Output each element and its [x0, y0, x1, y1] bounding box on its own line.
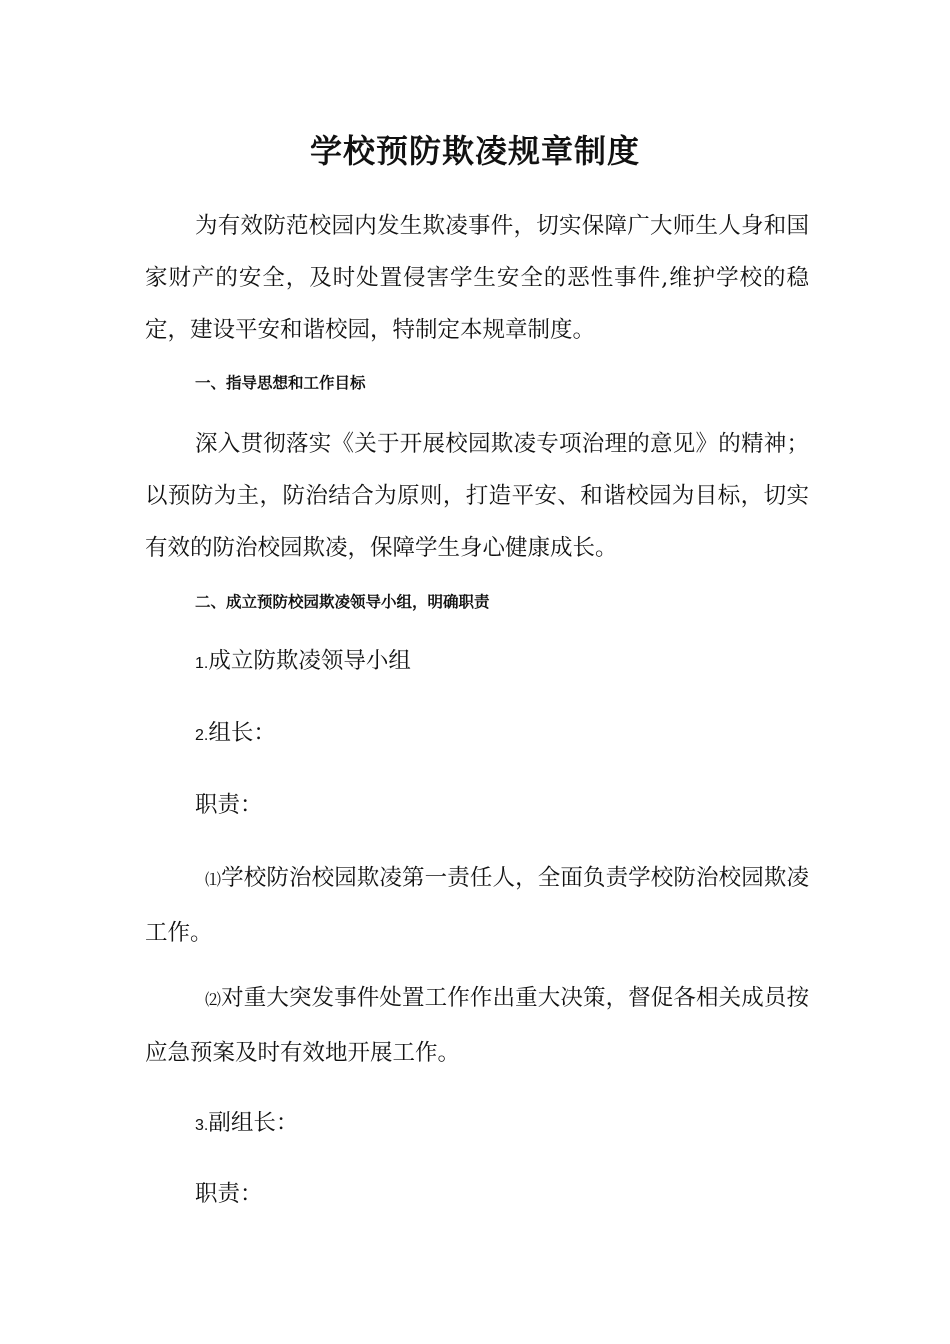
duty-item-2: [145, 972, 809, 1079]
duty-item-text: 对重大突发事件处置工作作出重大决策，督促各相关成员按应急预案及时有效地开展工作。: [145, 985, 809, 1066]
list-item-number: 1.: [195, 655, 209, 672]
list-item-text: 成立防欺凌领导小组: [208, 648, 411, 674]
list-item-text: 组长：: [208, 720, 276, 746]
list-item-number: 3.: [195, 1117, 209, 1134]
duty-item-number: ⑵: [205, 992, 222, 1009]
duty-label: 职责：: [195, 1181, 263, 1207]
intro-paragraph: 为有效防范校园内发生欺凌事件，切实保障广大师生人身和国家财产的安全，及时处置侵害学生安全的恶性事件,维护学校的稳定，建设平安和谐校园，特制定本规章制度。: [145, 213, 809, 343]
duty-item-1: [145, 852, 809, 959]
guiding-principles-paragraph: 深入贯彻落实《关于开展校园欺凌专项治理的意见》的精神；以预防为主，防治结合为原则，打造平安、和谐校园为目标，切实有效的防治校园欺凌，保障学生身心健康成长。: [145, 431, 809, 561]
list-item-deputy-leader: [195, 1106, 809, 1143]
list-item-establish-group: [195, 644, 809, 681]
list-item-text: 副组长：: [208, 1110, 299, 1136]
section-heading-guiding-principles: 一、指导思想和工作目标: [195, 374, 366, 392]
list-item-group-leader: [195, 716, 809, 753]
section-heading-leadership-group: 二、成立预防校园欺凌领导小组，明确职责: [195, 593, 490, 611]
duty-label: 职责：: [195, 792, 263, 818]
duty-item-text: 学校防治校园欺凌第一责任人，全面负责学校防治校园欺凌工作。: [145, 865, 809, 946]
duty-item-number: ⑴: [205, 872, 222, 889]
document-title: 学校预防欺凌规章制度: [309, 132, 640, 170]
list-item-number: 2.: [195, 727, 209, 744]
